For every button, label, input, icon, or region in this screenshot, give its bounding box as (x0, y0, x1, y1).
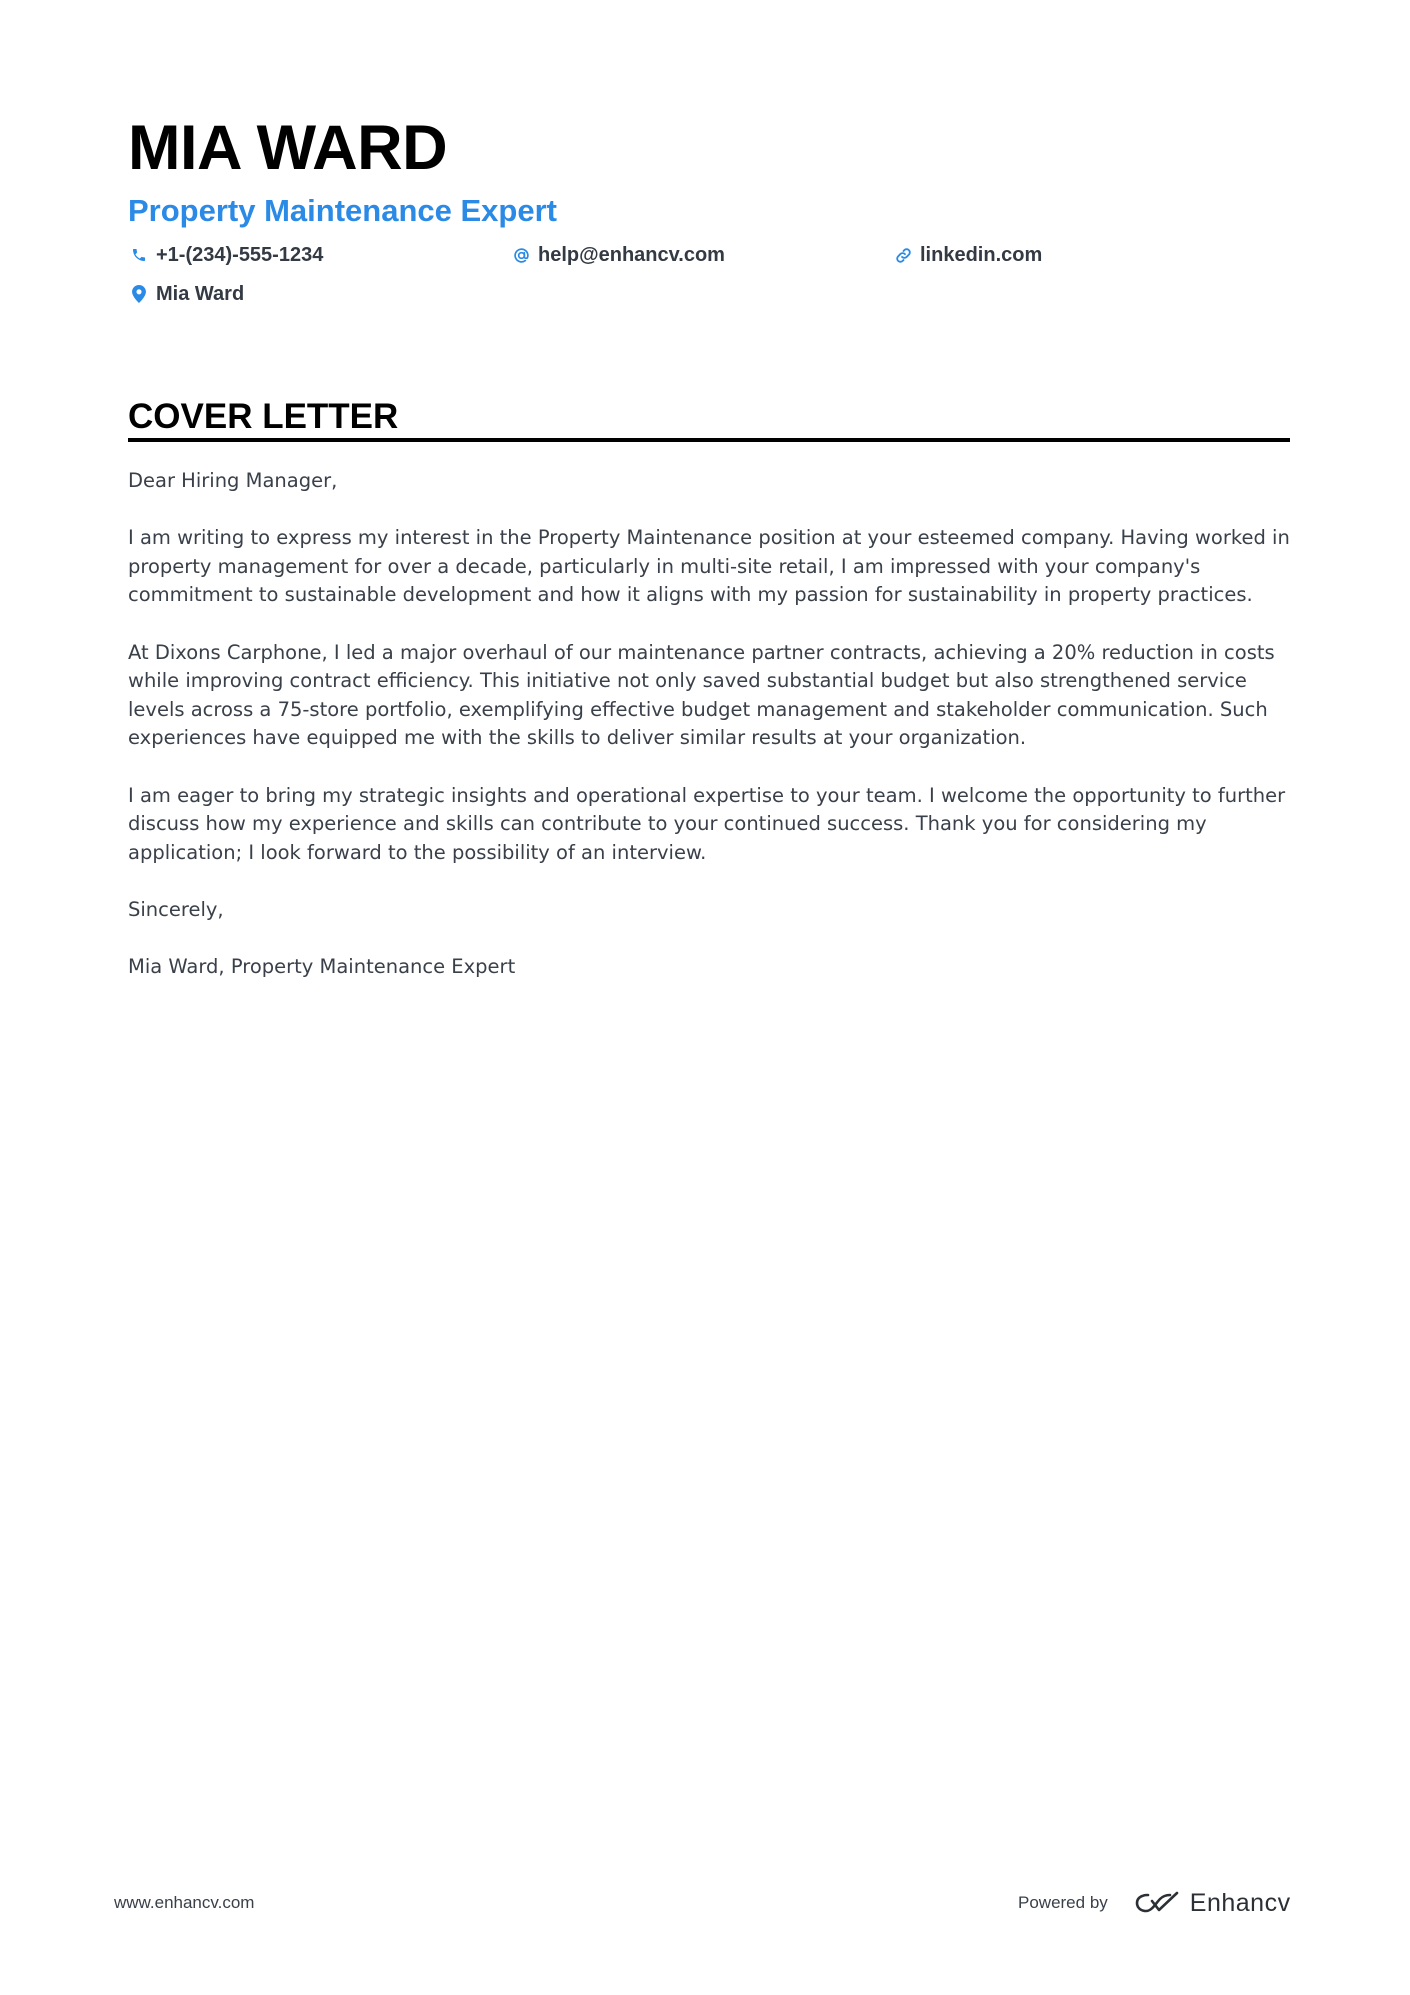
letter-body (128, 467, 1290, 1010)
contact-location (128, 279, 244, 309)
phone-value: +1-(234)-555-1234 (156, 243, 324, 266)
letter-closing: Sincerely, (128, 897, 224, 921)
contact-phone[interactable] (128, 240, 323, 270)
link-value: linkedin.com (920, 243, 1043, 266)
link-icon (892, 244, 914, 266)
letter-paragraph: At Dixons Carphone, I led a major overhaul of our maintenance partner contracts, achieving a 20% reduction in costs while improving contract efficiency. This initiative not only saved substantial budget but also strengthened service levels across a 75-store portfolio, exemplifying effective budget management and stakeholder communication. Such experiences have equipped me with the skills to deliver similar results at your organization. (128, 640, 1275, 750)
contact-email[interactable] (510, 240, 725, 270)
location-value: Mia Ward (156, 282, 245, 305)
footer-website[interactable]: www.enhancv.com (114, 1893, 255, 1912)
enhancv-logo-icon (1134, 1890, 1180, 1916)
candidate-title: Property Maintenance Expert (128, 193, 557, 228)
enhancv-logo[interactable] (1134, 1889, 1291, 1918)
location-pin-icon (128, 283, 150, 305)
candidate-name: MIA WARD (128, 113, 448, 183)
letter-signature: Mia Ward, Property Maintenance Expert (128, 955, 516, 979)
letter-paragraph: I am eager to bring my strategic insights and operational expertise to your team. I welcome the opportunity to further discuss how my experience and skills can contribute to your continued success. Thank you for considering my application; I look forward to the possibility of an interview. (128, 783, 1286, 864)
section-title: COVER LETTER (128, 397, 399, 436)
footer-branding (1018, 1886, 1291, 1920)
letter-greeting: Dear Hiring Manager, (128, 469, 338, 492)
brand-name: Enhancv (1189, 1888, 1291, 1917)
section-divider (128, 438, 1290, 442)
at-icon (510, 244, 532, 266)
powered-by-label: Powered by (1018, 1893, 1108, 1912)
contact-link[interactable] (892, 240, 1042, 270)
email-value: help@enhancv.com (538, 243, 725, 266)
phone-icon (128, 244, 150, 266)
letter-paragraph: I am writing to express my interest in the Property Maintenance position at your esteemed company. Having worked in property management for over a decade, particularly in multi-site retail, I am impressed with your company's commitment to sustainable development and how it aligns with my passion for sustainability in property practices. (128, 526, 1290, 607)
